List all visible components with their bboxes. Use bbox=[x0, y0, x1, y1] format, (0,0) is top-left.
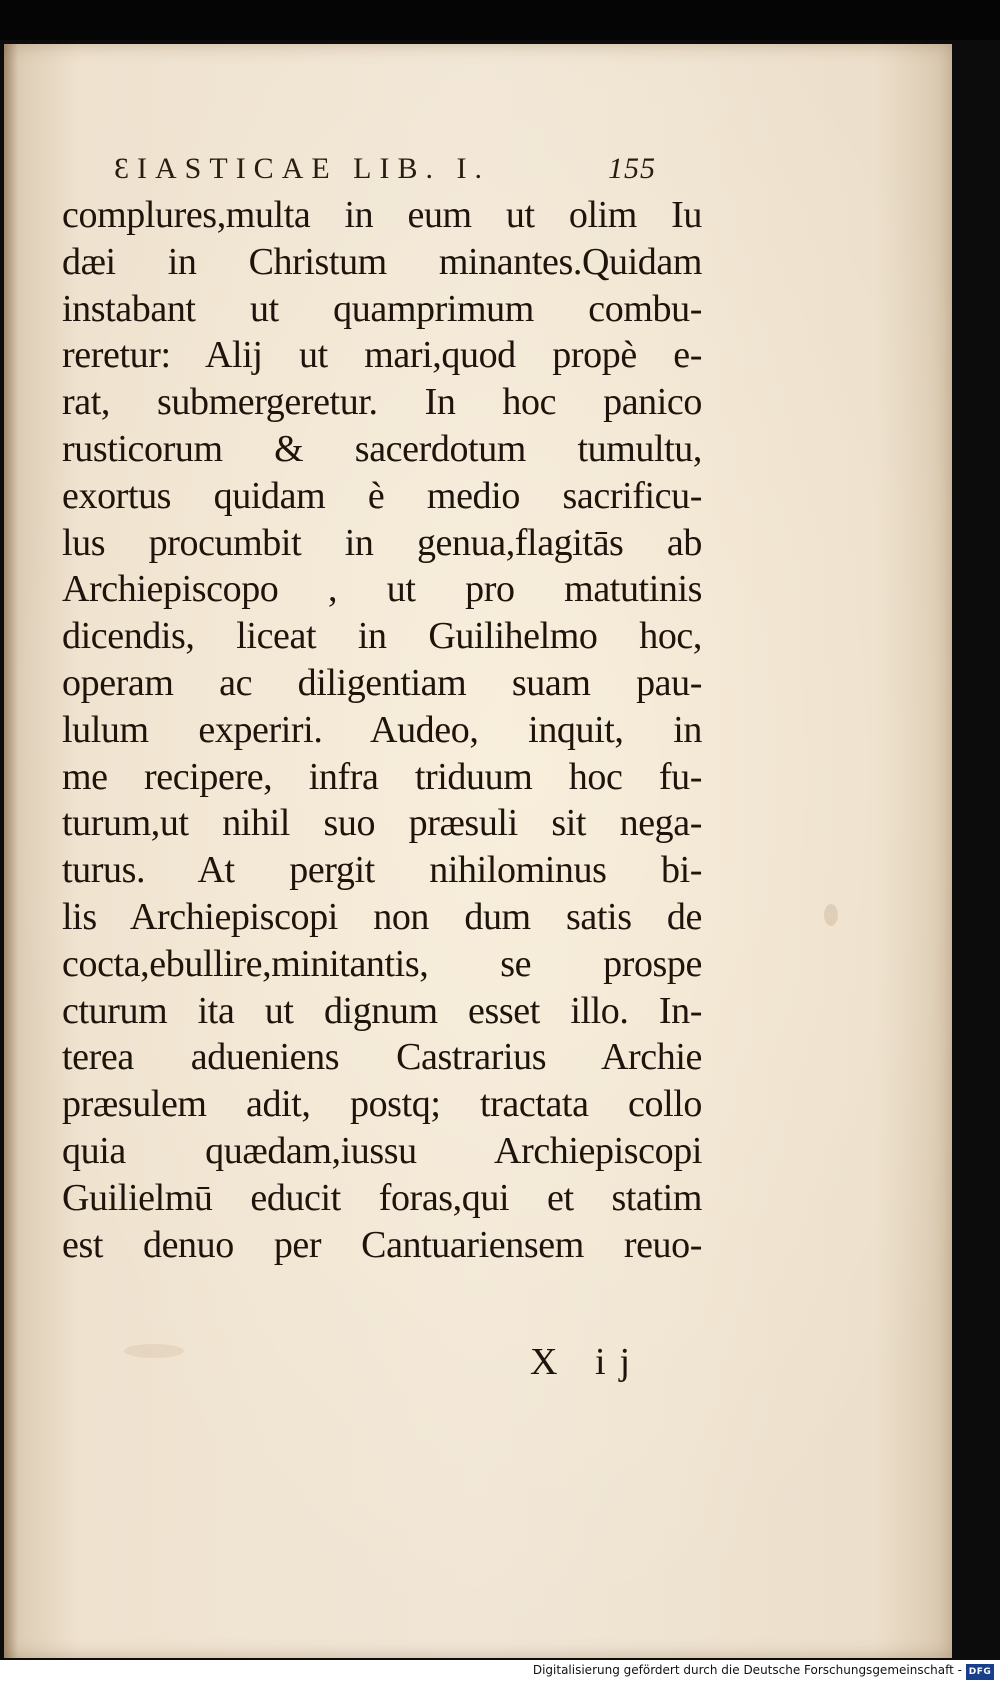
text-line: me recipere, infra triduum hoc fu- bbox=[62, 755, 702, 798]
text-line: lus procumbit in genua,flagitās ab bbox=[62, 521, 702, 564]
text-line: lulum experiri. Audeo, inquit, in bbox=[62, 708, 702, 751]
paper-stain bbox=[824, 904, 838, 926]
text-line: est denuo per Cantuariensem reuo- bbox=[62, 1223, 702, 1266]
text-line: turus. At pergit nihilominus bi- bbox=[62, 849, 702, 892]
dfg-logo: DFG bbox=[966, 1664, 994, 1680]
text-line: cocta,ebullire,minitantis, se prospe bbox=[62, 942, 702, 985]
text-line: exortus quidam è medio sacrificu- bbox=[62, 474, 702, 517]
scan-top-border bbox=[0, 0, 1000, 40]
text-line: dicendis, liceat in Guilihelmo hoc, bbox=[62, 615, 702, 658]
signature-mark: X ij bbox=[530, 1341, 645, 1383]
text-line: Guilielmū educit foras,qui et statim bbox=[62, 1176, 702, 1219]
text-line: turum,ut nihil suo præsuli sit nega- bbox=[62, 802, 702, 845]
footer-bar bbox=[0, 1660, 1000, 1685]
text-line: reretur: Alij ut mari,quod propè e- bbox=[62, 334, 702, 377]
body-text bbox=[62, 192, 702, 1268]
text-line: operam ac diligentiam suam pau- bbox=[62, 661, 702, 704]
book-page bbox=[4, 44, 952, 1658]
text-line: rusticorum & sacerdotum tumultu, bbox=[62, 427, 702, 470]
text-line: terea adueniens Castrarius Archie bbox=[62, 1036, 702, 1079]
text-line: cturum ita ut dignum esset illo. In- bbox=[62, 989, 702, 1032]
text-line: quia quædam,iussu Archiepiscopi bbox=[62, 1129, 702, 1172]
running-head bbox=[114, 152, 674, 192]
text-line: instabant ut quamprimum combu- bbox=[62, 287, 702, 330]
text-line: Archiepiscopo , ut pro matutinis bbox=[62, 568, 702, 611]
page-number: 155 bbox=[608, 152, 656, 185]
text-line: dæi in Christum minantes.Quidam bbox=[62, 240, 702, 283]
page-gutter-shadow bbox=[4, 44, 18, 1658]
text-line: lis Archiepiscopi non dum satis de bbox=[62, 895, 702, 938]
text-line: rat, submergeretur. In hoc panico bbox=[62, 381, 702, 424]
paper-stain bbox=[124, 1344, 184, 1358]
funding-credit: Digitalisierung gefördert durch die Deutsche Forschungsgemeinschaft - bbox=[532, 1663, 962, 1677]
text-line: complures,multa in eum ut olim Iu bbox=[62, 194, 702, 236]
text-line: præsulem adit, postq; tractata collo bbox=[62, 1083, 702, 1126]
running-head-title: ƐIASTICAE LIB. I. bbox=[114, 152, 490, 185]
